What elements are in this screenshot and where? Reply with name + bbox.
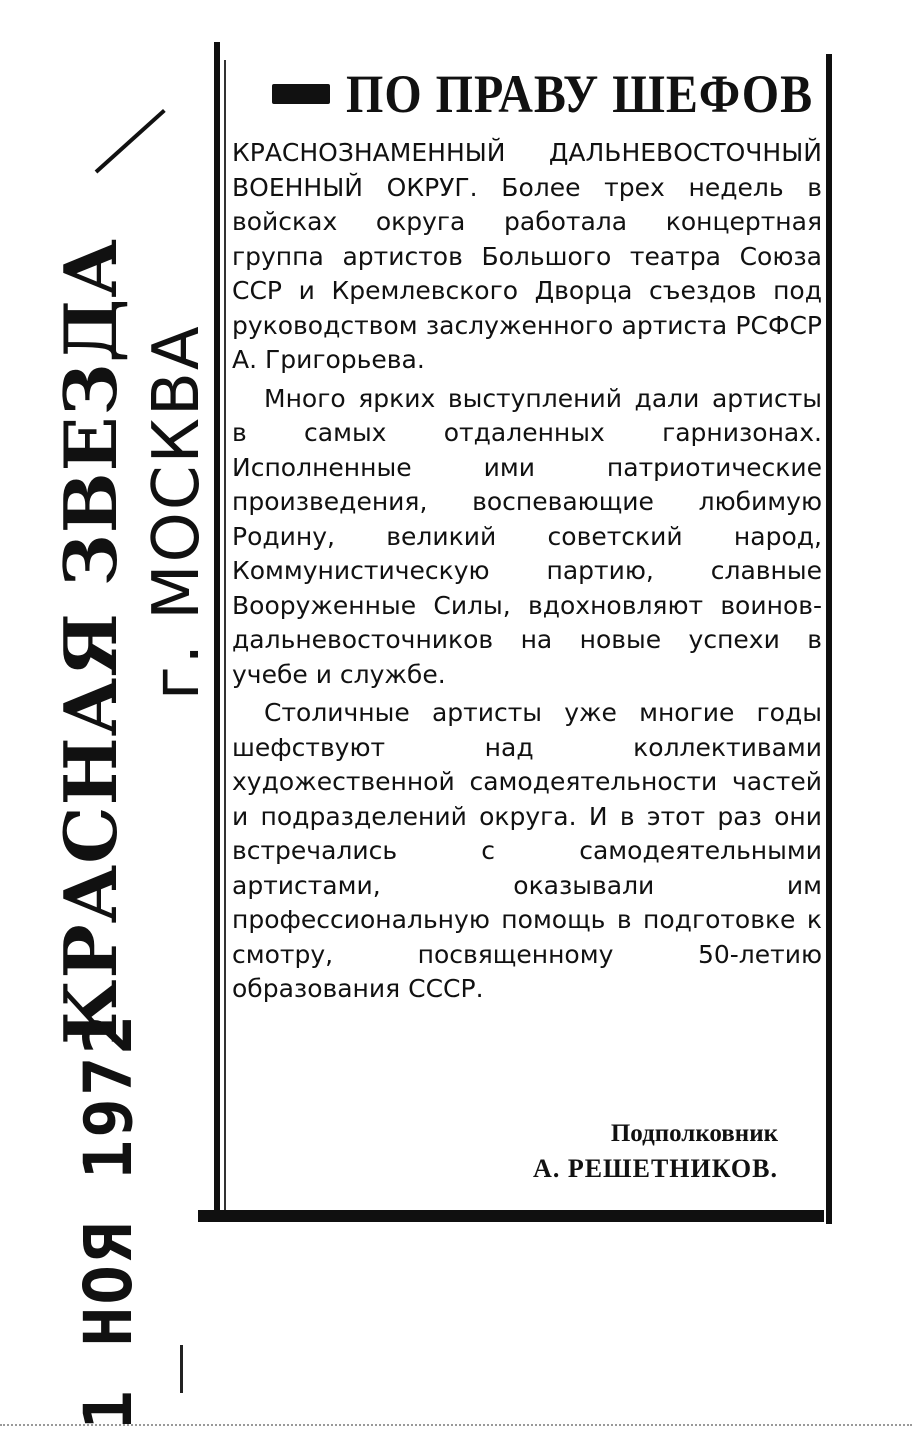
article-paragraph: КРАСНОЗНАМЕННЫЙ ДАЛЬНЕВОСТОЧНЫЙ ВОЕННЫЙ ОКРУГ. Более трех недель в войсках округа работала концертная группа артистов Большого театра Союза ССР и Кремлевского Дворца съездов под руководством заслуженного артиста РСФСР А. Григорьева. bbox=[232, 138, 822, 374]
article-border-bottom bbox=[198, 1210, 824, 1222]
article-paragraph: Много ярких выступлений дали артисты в самых отдаленных гарнизонах. Исполненные ими патриотические произведения, воспевающие любимую Родину, великий советский народ, Коммунистическую партию, славные Вооруженные Силы, вдохновляют воинов-дальневосточников на новые успехи в учебе и службе. bbox=[232, 383, 822, 689]
signature-name: А. РЕШЕТНИКОВ. bbox=[533, 1154, 778, 1183]
headline bbox=[272, 62, 822, 126]
article-paragraph: Столичные артисты уже многие годы шефствуют над коллективами художественной самодеятельности частей и подразделений округа. И в этот раз они встречались с самодеятельными артистами, оказывали им профессиональную помощь в подготовке к смотру, посвященному 50-летию образования СССР. bbox=[232, 698, 822, 1003]
stamp-city: г. МОСКВА bbox=[140, 324, 214, 700]
stamp-date: 1 НОЯ 1972 bbox=[70, 1012, 147, 1430]
headline-text: ПО ПРАВУ ШЕФОВ bbox=[346, 64, 814, 124]
headline-bar-ornament bbox=[272, 84, 330, 104]
article-body bbox=[232, 136, 822, 1007]
stamp-strike-mark bbox=[95, 109, 166, 174]
clipping-edge bbox=[0, 1424, 912, 1426]
signature-rank: Подполковник bbox=[610, 1120, 778, 1147]
stamp-newspaper-name: КРАСНАЯ ЗВЕЗДА bbox=[48, 237, 133, 1045]
article-border-left-inner bbox=[224, 60, 226, 1220]
article bbox=[232, 62, 822, 1202]
article-border-right bbox=[826, 54, 832, 1224]
article-border-left bbox=[214, 42, 220, 1222]
stamp-tick-mark bbox=[180, 1345, 183, 1393]
